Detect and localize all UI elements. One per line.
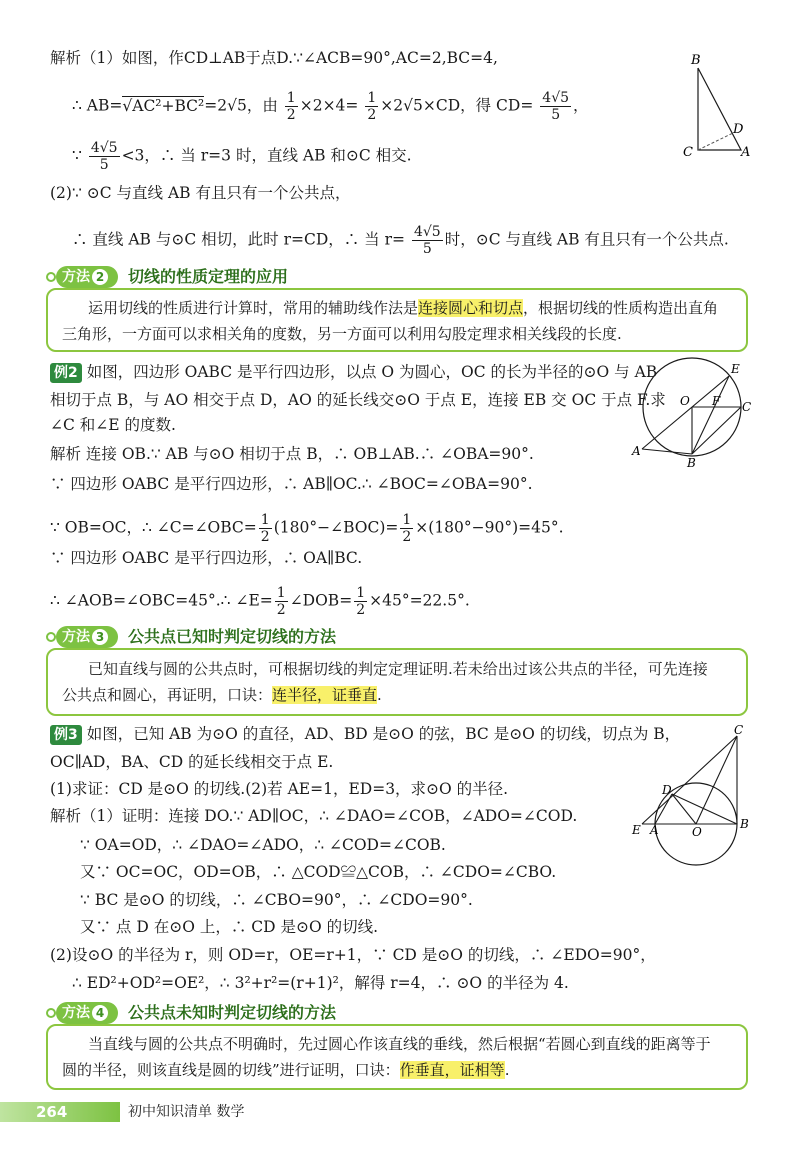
fig2-label-o: O <box>680 394 690 408</box>
fig2-label-f: F <box>712 394 721 408</box>
method2-text: 运用切线的性质进行计算时，常用的辅助线作法是连接圆心和切点，根据切线的性质构造出直角 三角形，一方面可以求相关角的度数，另一方面可以利用勾股定理求相关线段的长度. <box>62 299 719 343</box>
fig3-label-c: C <box>734 723 744 737</box>
ex3-label: 例3 <box>50 725 82 745</box>
ex3-solution-line4: ∵ BC 是⊙O 的切线，∴ ∠CBO=90°，∴ ∠CDO=90°. <box>80 891 473 909</box>
ex2-solution-line1: 解析 连接 OB.∵ AB 与⊙O 相切于点 B，∴ OB⊥AB.∴ ∠OBA=90°. <box>50 445 534 463</box>
ex2-question-line3: ∠C 和∠E 的度数. <box>50 416 176 434</box>
ex3-solution-line5: 又∵ 点 D 在⊙O 上，∴ CD 是⊙O 的切线. <box>80 918 379 936</box>
ex2-solution-line5: ∴ ∠AOB=∠OBC=45°.∴ ∠E= $\frac{1}{2}$ ∠DOB= $\frac{1}{2}$ ×45°=22.5°. <box>50 585 470 618</box>
method3-badge: 方法 3 <box>56 626 118 648</box>
method4-badge: 方法 4 <box>56 1002 118 1024</box>
fig3-label-o: O <box>692 825 702 839</box>
ex3-solution-line7: ∴ ED²+OD²=OE²，∴ 3²+r²=(r+1)²，解得 r=4，∴ ⊙O 的半径为 4. <box>72 974 569 992</box>
fig1-label-a: A <box>741 145 751 160</box>
sec1-line2: ∴ AB=√AC²+BC²=2√5，由 $\frac{1}{2}$ ×2×4= $\frac{1}{2}$ ×2√5×CD，得 CD= $\frac{4√5}{5}$ ， <box>72 90 589 123</box>
ex2-question-line1: 例2 如图，四边形 OABC 是平行四边形，以点 O 为圆心，OC 的长为半径的⊙O 与 AB <box>50 362 657 383</box>
figure-parallelogram-circle <box>630 355 755 470</box>
ex3-solution-line3: 又∵ OC=OC，OD=OB，∴ △COD≌△COB，∴ ∠CDO=∠CBO. <box>80 863 557 881</box>
sec1-line5: ∴ 直线 AB 与⊙C 相切，此时 r=CD，∴ 当 r= $\frac{4√5}{5}$ 时，⊙C 与直线 AB 有且只有一个公共点. <box>72 224 729 257</box>
method4-title: 公共点未知时判定切线的方法 <box>128 1003 337 1022</box>
bullet-icon <box>46 632 56 642</box>
ex2-solution-line2: ∵ 四边形 OABC 是平行四边形，∴ AB∥OC.∴ ∠BOC=∠OBA=90°. <box>50 475 533 493</box>
fig1-label-c: C <box>683 145 693 160</box>
method2-badge: 方法 2 <box>56 266 118 288</box>
page-footer <box>0 1100 800 1124</box>
ex2-solution-line3: ∵ OB=OC，∴ ∠C=∠OBC= $\frac{1}{2}$ (180°−∠BOC)= $\frac{1}{2}$ ×(180°−90°)=45°. <box>50 512 564 545</box>
method3-text: 已知直线与圆的公共点时，可根据切线的判定定理证明.若未给出过该公共点的半径，可先连接 公共点和圆心，再证明，口诀：连半径，证垂直. <box>62 660 708 704</box>
page-number: 264 <box>36 1103 68 1121</box>
fig2-label-e: E <box>731 362 740 376</box>
method3-title: 公共点已知时判定切线的方法 <box>128 627 337 646</box>
bullet-icon <box>46 1008 56 1018</box>
fig3-label-a: A <box>650 823 659 837</box>
sec1-line4: (2)∵ ⊙C 与直线 AB 有且只有一个公共点， <box>50 184 351 202</box>
ex3-question-line2: OC∥AD，BA、CD 的延长线相交于点 E. <box>50 753 334 771</box>
ex2-label: 例2 <box>50 363 82 383</box>
ex3-solution-line6: (2)设⊙O 的半径为 r，则 OD=r，OE=r+1，∵ CD 是⊙O 的切线，∴ ∠EDO=90°， <box>50 946 656 964</box>
figure-tangent-circle <box>628 722 758 867</box>
ex2-solution-line4: ∵ 四边形 OABC 是平行四边形，∴ OA∥BC. <box>50 549 363 567</box>
figure-right-triangle <box>675 50 755 165</box>
fig3-label-d: D <box>662 783 672 797</box>
fig3-label-e: E <box>632 823 641 837</box>
ex2-question-line2: 相切于点 B，与 AO 相交于点 D，AO 的延长线交⊙O 于点 E，连接 EB 交 OC 于点 F.求 <box>50 391 666 409</box>
sec1-line1: 解析（1）如图，作CD⊥AB于点D.∵∠ACB=90°,AC=2,BC=4, <box>50 49 498 67</box>
method2-title: 切线的性质定理的应用 <box>128 267 289 286</box>
fig1-label-b: B <box>691 53 701 68</box>
fig2-label-c: C <box>742 400 752 414</box>
fig1-label-d: D <box>733 122 744 137</box>
bullet-icon <box>46 272 56 282</box>
fig3-label-b: B <box>740 817 749 831</box>
sec1-line3: ∵ $\frac{4√5}{5}$ <3，∴ 当 r=3 时，直线 AB 和⊙C 相交. <box>72 140 412 173</box>
method4-text: 当直线与圆的公共点不明确时，先过圆心作该直线的垂线，然后根据“若圆心到直线的距离等于 圆的半径，则该直线是圆的切线”进行证明，口诀：作垂直，证相等. <box>62 1035 711 1079</box>
book-title: 初中知识清单 数学 <box>128 1104 245 1120</box>
fig2-label-b: B <box>687 456 696 470</box>
ex3-solution-line2: ∵ OA=OD，∴ ∠DAO=∠ADO，∴ ∠COD=∠COB. <box>80 836 446 854</box>
ex3-question-line3: (1)求证：CD 是⊙O 的切线.(2)若 AE=1，ED=3，求⊙O 的半径. <box>50 780 509 798</box>
fig2-label-a: A <box>632 444 641 458</box>
ex3-question-line1: 例3 如图，已知 AB 为⊙O 的直径，AD、BD 是⊙O 的弦，BC 是⊙O 的切线，切点为 B， <box>50 724 680 745</box>
ex3-solution-line1: 解析（1）证明：连接 DO.∵ AD∥OC，∴ ∠DAO=∠COB，∠ADO=∠COD. <box>50 807 578 825</box>
